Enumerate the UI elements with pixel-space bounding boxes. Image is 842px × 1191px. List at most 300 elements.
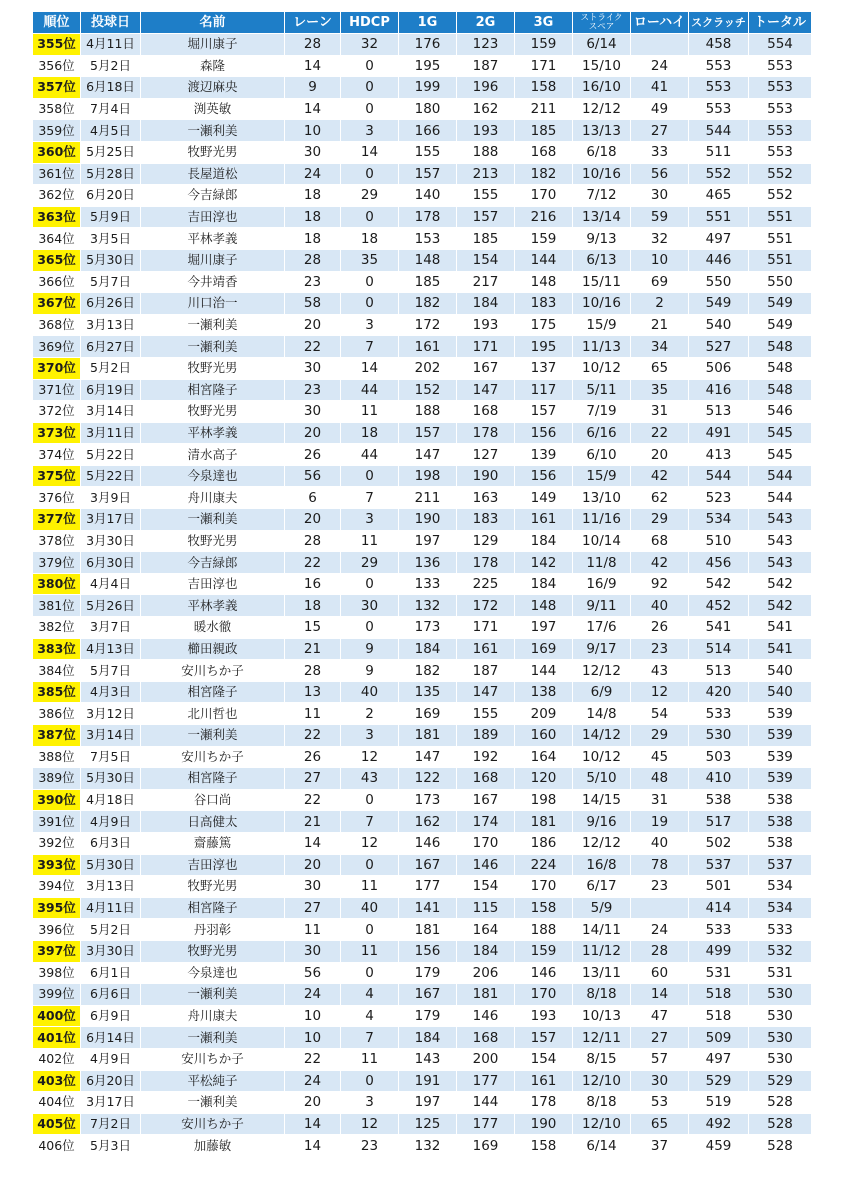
table-row [33, 897, 812, 919]
table-row [33, 401, 812, 423]
cell-lane: 30 [285, 876, 341, 898]
cell-game3: 211 [515, 98, 573, 120]
cell-scratch: 513 [689, 401, 749, 423]
cell-game3: 185 [515, 120, 573, 142]
cell-game2: 178 [457, 552, 515, 574]
cell-game3: 137 [515, 357, 573, 379]
cell-game2: 192 [457, 746, 515, 768]
cell-scratch: 530 [689, 725, 749, 747]
cell-game1: 146 [399, 832, 457, 854]
table-row [33, 768, 812, 790]
cell-rank: 371位 [33, 379, 81, 401]
cell-total: 553 [749, 120, 812, 142]
cell-name: 一瀬利美 [141, 1092, 285, 1114]
cell-lane: 23 [285, 271, 341, 293]
table-row [33, 940, 812, 962]
header-total: トータル [749, 12, 812, 34]
cell-total: 551 [749, 206, 812, 228]
cell-strike-spare: 6/18 [573, 141, 631, 163]
table-row [33, 617, 812, 639]
table-row [33, 789, 812, 811]
cell-date: 5月28日 [81, 163, 141, 185]
cell-name: 安川ちか子 [141, 1048, 285, 1070]
cell-scratch: 458 [689, 34, 749, 56]
table-row [33, 1048, 812, 1070]
cell-scratch: 538 [689, 789, 749, 811]
table-row [33, 703, 812, 725]
header-rank: 順位 [33, 12, 81, 34]
cell-hdcp: 3 [341, 1092, 399, 1114]
cell-name: 今泉達也 [141, 465, 285, 487]
cell-lane: 20 [285, 422, 341, 444]
cell-hdcp: 44 [341, 379, 399, 401]
cell-strike-spare: 12/12 [573, 832, 631, 854]
cell-game1: 184 [399, 638, 457, 660]
cell-rank: 386位 [33, 703, 81, 725]
cell-lowhigh: 32 [631, 228, 689, 250]
cell-total: 531 [749, 962, 812, 984]
cell-total: 553 [749, 98, 812, 120]
cell-lane: 14 [285, 55, 341, 77]
cell-total: 543 [749, 509, 812, 531]
cell-game2: 193 [457, 314, 515, 336]
cell-total: 538 [749, 811, 812, 833]
cell-hdcp: 0 [341, 789, 399, 811]
cell-total: 542 [749, 595, 812, 617]
cell-rank: 389位 [33, 768, 81, 790]
cell-lowhigh: 60 [631, 962, 689, 984]
cell-strike-spare: 9/16 [573, 811, 631, 833]
cell-lane: 20 [285, 1092, 341, 1114]
cell-game1: 152 [399, 379, 457, 401]
cell-game1: 122 [399, 768, 457, 790]
cell-lane: 20 [285, 854, 341, 876]
cell-game3: 181 [515, 811, 573, 833]
cell-strike-spare: 16/9 [573, 573, 631, 595]
table-row [33, 185, 812, 207]
table-row [33, 271, 812, 293]
cell-game3: 142 [515, 552, 573, 574]
cell-scratch: 519 [689, 1092, 749, 1114]
cell-game2: 178 [457, 422, 515, 444]
cell-date: 3月14日 [81, 725, 141, 747]
cell-lowhigh: 62 [631, 487, 689, 509]
cell-game3: 139 [515, 444, 573, 466]
cell-total: 551 [749, 249, 812, 271]
table-row [33, 336, 812, 358]
cell-total: 528 [749, 1092, 812, 1114]
cell-hdcp: 0 [341, 919, 399, 941]
header-game2: 2G [457, 12, 515, 34]
cell-date: 5月2日 [81, 357, 141, 379]
cell-total: 550 [749, 271, 812, 293]
cell-rank: 393位 [33, 854, 81, 876]
cell-name: 牧野光男 [141, 876, 285, 898]
cell-rank: 380位 [33, 573, 81, 595]
cell-strike-spare: 7/19 [573, 401, 631, 423]
cell-game2: 154 [457, 249, 515, 271]
cell-scratch: 537 [689, 854, 749, 876]
cell-name: 清水高子 [141, 444, 285, 466]
cell-game2: 123 [457, 34, 515, 56]
table-row [33, 681, 812, 703]
cell-lane: 18 [285, 185, 341, 207]
cell-total: 539 [749, 768, 812, 790]
cell-lane: 24 [285, 1070, 341, 1092]
cell-scratch: 414 [689, 897, 749, 919]
cell-strike-spare: 5/10 [573, 768, 631, 790]
cell-strike-spare: 11/12 [573, 940, 631, 962]
cell-game2: 184 [457, 940, 515, 962]
cell-game2: 193 [457, 120, 515, 142]
cell-strike-spare: 8/15 [573, 1048, 631, 1070]
cell-scratch: 544 [689, 465, 749, 487]
cell-strike-spare: 14/12 [573, 725, 631, 747]
cell-game3: 158 [515, 77, 573, 99]
cell-game3: 144 [515, 660, 573, 682]
cell-rank: 358位 [33, 98, 81, 120]
cell-lane: 10 [285, 120, 341, 142]
cell-game2: 177 [457, 1113, 515, 1135]
table-row [33, 357, 812, 379]
cell-lowhigh: 69 [631, 271, 689, 293]
cell-game1: 132 [399, 595, 457, 617]
cell-hdcp: 3 [341, 725, 399, 747]
cell-game1: 153 [399, 228, 457, 250]
cell-date: 6月3日 [81, 832, 141, 854]
cell-name: 舟川康夫 [141, 1005, 285, 1027]
cell-game3: 224 [515, 854, 573, 876]
cell-game1: 197 [399, 530, 457, 552]
cell-name: 吉田淳也 [141, 573, 285, 595]
cell-game3: 159 [515, 228, 573, 250]
table-row [33, 1135, 812, 1157]
table-row [33, 465, 812, 487]
cell-game3: 197 [515, 617, 573, 639]
cell-game3: 178 [515, 1092, 573, 1114]
cell-lane: 14 [285, 1135, 341, 1157]
cell-date: 3月30日 [81, 940, 141, 962]
cell-game1: 177 [399, 876, 457, 898]
cell-strike-spare: 12/12 [573, 660, 631, 682]
cell-game2: 161 [457, 638, 515, 660]
cell-hdcp: 40 [341, 681, 399, 703]
cell-strike-spare: 11/13 [573, 336, 631, 358]
cell-game2: 167 [457, 789, 515, 811]
cell-hdcp: 0 [341, 206, 399, 228]
cell-strike-spare: 13/11 [573, 962, 631, 984]
cell-game3: 164 [515, 746, 573, 768]
cell-total: 532 [749, 940, 812, 962]
cell-lowhigh: 30 [631, 1070, 689, 1092]
cell-game1: 125 [399, 1113, 457, 1135]
cell-rank: 365位 [33, 249, 81, 271]
cell-strike-spare: 10/12 [573, 746, 631, 768]
cell-game3: 188 [515, 919, 573, 941]
cell-name: 長屋道松 [141, 163, 285, 185]
cell-total: 541 [749, 638, 812, 660]
cell-name: 相宮隆子 [141, 379, 285, 401]
cell-lane: 23 [285, 379, 341, 401]
cell-lane: 56 [285, 962, 341, 984]
cell-rank: 406位 [33, 1135, 81, 1157]
cell-date: 6月20日 [81, 185, 141, 207]
cell-date: 6月19日 [81, 379, 141, 401]
cell-lane: 21 [285, 811, 341, 833]
cell-date: 5月30日 [81, 854, 141, 876]
cell-rank: 384位 [33, 660, 81, 682]
cell-game1: 140 [399, 185, 457, 207]
cell-date: 3月17日 [81, 509, 141, 531]
cell-total: 530 [749, 984, 812, 1006]
cell-lane: 20 [285, 314, 341, 336]
cell-total: 551 [749, 228, 812, 250]
cell-lowhigh: 24 [631, 919, 689, 941]
cell-total: 544 [749, 487, 812, 509]
cell-rank: 373位 [33, 422, 81, 444]
cell-lowhigh: 43 [631, 660, 689, 682]
cell-game1: 133 [399, 573, 457, 595]
cell-lowhigh: 59 [631, 206, 689, 228]
cell-scratch: 499 [689, 940, 749, 962]
cell-game2: 155 [457, 185, 515, 207]
cell-scratch: 544 [689, 120, 749, 142]
cell-lowhigh: 21 [631, 314, 689, 336]
cell-lane: 22 [285, 552, 341, 574]
cell-date: 6月9日 [81, 1005, 141, 1027]
cell-name: 齋藤篤 [141, 832, 285, 854]
cell-rank: 392位 [33, 832, 81, 854]
cell-game2: 168 [457, 401, 515, 423]
cell-scratch: 518 [689, 1005, 749, 1027]
cell-scratch: 533 [689, 703, 749, 725]
cell-lowhigh: 42 [631, 465, 689, 487]
cell-game2: 196 [457, 77, 515, 99]
cell-lowhigh: 92 [631, 573, 689, 595]
cell-scratch: 540 [689, 314, 749, 336]
cell-scratch: 452 [689, 595, 749, 617]
cell-rank: 374位 [33, 444, 81, 466]
cell-game3: 148 [515, 595, 573, 617]
cell-strike-spare: 13/13 [573, 120, 631, 142]
cell-strike-spare: 12/10 [573, 1113, 631, 1135]
header-date: 投球日 [81, 12, 141, 34]
cell-game1: 157 [399, 163, 457, 185]
cell-scratch: 509 [689, 1027, 749, 1049]
cell-scratch: 420 [689, 681, 749, 703]
cell-game1: 167 [399, 854, 457, 876]
cell-hdcp: 11 [341, 401, 399, 423]
header-strike-spare [573, 12, 631, 34]
cell-lane: 58 [285, 293, 341, 315]
cell-scratch: 541 [689, 617, 749, 639]
cell-strike-spare: 6/10 [573, 444, 631, 466]
cell-name: 川口治一 [141, 293, 285, 315]
table-row [33, 530, 812, 552]
cell-game1: 143 [399, 1048, 457, 1070]
cell-lowhigh: 31 [631, 401, 689, 423]
cell-date: 5月7日 [81, 660, 141, 682]
cell-hdcp: 0 [341, 55, 399, 77]
cell-date: 6月20日 [81, 1070, 141, 1092]
cell-hdcp: 0 [341, 465, 399, 487]
cell-strike-spare: 15/11 [573, 271, 631, 293]
cell-strike-spare: 6/13 [573, 249, 631, 271]
cell-lowhigh: 40 [631, 595, 689, 617]
cell-strike-spare: 6/9 [573, 681, 631, 703]
cell-lowhigh: 28 [631, 940, 689, 962]
cell-game3: 184 [515, 573, 573, 595]
cell-hdcp: 2 [341, 703, 399, 725]
table-row [33, 638, 812, 660]
cell-hdcp: 18 [341, 228, 399, 250]
cell-total: 539 [749, 725, 812, 747]
cell-game1: 180 [399, 98, 457, 120]
cell-lowhigh: 29 [631, 509, 689, 531]
cell-date: 6月1日 [81, 962, 141, 984]
cell-rank: 359位 [33, 120, 81, 142]
cell-game3: 169 [515, 638, 573, 660]
cell-game3: 138 [515, 681, 573, 703]
cell-name: 安川ちか子 [141, 660, 285, 682]
cell-strike-spare: 6/14 [573, 1135, 631, 1157]
cell-hdcp: 14 [341, 357, 399, 379]
cell-total: 544 [749, 465, 812, 487]
cell-total: 528 [749, 1135, 812, 1157]
cell-lane: 10 [285, 1005, 341, 1027]
cell-game1: 166 [399, 120, 457, 142]
cell-strike-spare: 10/13 [573, 1005, 631, 1027]
cell-date: 3月13日 [81, 876, 141, 898]
cell-lane: 26 [285, 746, 341, 768]
cell-name: 相宮隆子 [141, 681, 285, 703]
cell-lowhigh: 26 [631, 617, 689, 639]
cell-date: 5月22日 [81, 465, 141, 487]
cell-lane: 20 [285, 509, 341, 531]
cell-total: 545 [749, 444, 812, 466]
cell-total: 530 [749, 1027, 812, 1049]
cell-game1: 161 [399, 336, 457, 358]
cell-lane: 22 [285, 1048, 341, 1070]
cell-scratch: 501 [689, 876, 749, 898]
cell-strike-spare: 8/18 [573, 1092, 631, 1114]
cell-date: 6月30日 [81, 552, 141, 574]
cell-hdcp: 9 [341, 638, 399, 660]
cell-lane: 22 [285, 336, 341, 358]
cell-scratch: 491 [689, 422, 749, 444]
cell-game3: 175 [515, 314, 573, 336]
cell-date: 6月18日 [81, 77, 141, 99]
cell-game1: 182 [399, 660, 457, 682]
cell-rank: 388位 [33, 746, 81, 768]
cell-total: 539 [749, 746, 812, 768]
table-row [33, 55, 812, 77]
cell-lowhigh: 54 [631, 703, 689, 725]
cell-hdcp: 7 [341, 487, 399, 509]
cell-game3: 161 [515, 1070, 573, 1092]
cell-lane: 16 [285, 573, 341, 595]
cell-game1: 147 [399, 746, 457, 768]
cell-game3: 216 [515, 206, 573, 228]
cell-game3: 156 [515, 465, 573, 487]
cell-lane: 28 [285, 34, 341, 56]
cell-game2: 155 [457, 703, 515, 725]
cell-lane: 14 [285, 832, 341, 854]
cell-lane: 28 [285, 530, 341, 552]
cell-lane: 14 [285, 1113, 341, 1135]
cell-scratch: 542 [689, 573, 749, 595]
cell-strike-spare: 9/17 [573, 638, 631, 660]
cell-hdcp: 3 [341, 509, 399, 531]
cell-lane: 30 [285, 357, 341, 379]
cell-name: 一瀬利美 [141, 1027, 285, 1049]
cell-total: 548 [749, 336, 812, 358]
cell-game3: 117 [515, 379, 573, 401]
cell-name: 一瀬利美 [141, 314, 285, 336]
cell-game2: 127 [457, 444, 515, 466]
cell-lowhigh: 12 [631, 681, 689, 703]
cell-strike-spare: 14/11 [573, 919, 631, 941]
table-row [33, 141, 812, 163]
cell-name: 牧野光男 [141, 940, 285, 962]
cell-total: 537 [749, 854, 812, 876]
cell-scratch: 527 [689, 336, 749, 358]
table-row [33, 293, 812, 315]
table-row [33, 1005, 812, 1027]
cell-lowhigh: 27 [631, 120, 689, 142]
cell-strike-spare: 12/11 [573, 1027, 631, 1049]
cell-game1: 162 [399, 811, 457, 833]
cell-hdcp: 12 [341, 832, 399, 854]
cell-hdcp: 0 [341, 962, 399, 984]
cell-hdcp: 0 [341, 293, 399, 315]
cell-total: 538 [749, 832, 812, 854]
cell-hdcp: 0 [341, 617, 399, 639]
cell-date: 4月9日 [81, 1048, 141, 1070]
cell-scratch: 518 [689, 984, 749, 1006]
cell-game1: 185 [399, 271, 457, 293]
cell-total: 540 [749, 681, 812, 703]
cell-lane: 27 [285, 768, 341, 790]
cell-game3: 190 [515, 1113, 573, 1135]
cell-game1: 191 [399, 1070, 457, 1092]
cell-game3: 157 [515, 1027, 573, 1049]
cell-lowhigh: 53 [631, 1092, 689, 1114]
cell-game1: 182 [399, 293, 457, 315]
cell-hdcp: 11 [341, 1048, 399, 1070]
cell-total: 554 [749, 34, 812, 56]
cell-game1: 169 [399, 703, 457, 725]
cell-game2: 183 [457, 509, 515, 531]
cell-game2: 154 [457, 876, 515, 898]
table-row [33, 444, 812, 466]
cell-scratch: 533 [689, 919, 749, 941]
cell-strike-spare: 12/12 [573, 98, 631, 120]
cell-game1: 155 [399, 141, 457, 163]
cell-game3: 156 [515, 422, 573, 444]
table-row [33, 1070, 812, 1092]
cell-hdcp: 35 [341, 249, 399, 271]
cell-name: 今井靖香 [141, 271, 285, 293]
cell-strike-spare: 10/16 [573, 163, 631, 185]
table-row [33, 1092, 812, 1114]
cell-rank: 366位 [33, 271, 81, 293]
cell-scratch: 410 [689, 768, 749, 790]
cell-lowhigh: 78 [631, 854, 689, 876]
table-row [33, 984, 812, 1006]
cell-rank: 401位 [33, 1027, 81, 1049]
cell-game2: 168 [457, 768, 515, 790]
